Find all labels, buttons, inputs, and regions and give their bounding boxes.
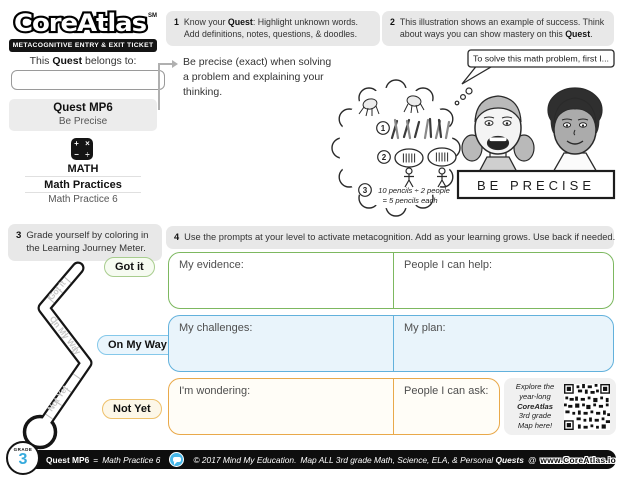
math-operations-icon [71,138,93,160]
step3-number: 3 [16,230,22,241]
evidence-label: My evidence: [179,259,244,271]
belongs-bold: Quest [52,55,83,67]
learning-journey-meter[interactable] [0,250,170,462]
quest-definition-text: Be precise (exact) when solving a problem and explaining your thinking. [183,56,332,99]
speech-bubble [462,50,614,84]
belongs-pre: This [29,55,53,67]
connector-line-vertical [158,63,160,110]
girl-character [462,96,534,174]
svg-text:Not Yet: Not Yet [45,383,70,414]
step1-instructions [166,11,380,46]
people-help-label: People I can help: [404,259,493,271]
quest-name: Be Precise [58,115,108,127]
grade-3-badge [6,441,40,475]
svg-text:Got it: Got it [45,278,68,302]
marker-1: 1 [380,124,386,133]
equation-line2: = 5 pencils each [382,196,438,205]
prompt-row-wondering [168,378,500,435]
step3-text: Grade yourself by coloring in the Learning Journey Meter. [26,230,149,255]
qr-note-line: 3rd grade [518,411,552,421]
divide-glyph: ÷ [85,149,90,159]
step4-instructions [166,226,614,249]
quest-id: Quest MP6 [53,102,113,115]
step2-number: 2 [390,17,395,27]
step4-number: 4 [174,232,180,242]
footer-equals: = [93,454,99,465]
evidence-write-area[interactable] [169,253,393,308]
marker-3: 3 [362,186,368,195]
people-ask-label: People I can ask: [404,385,489,397]
logo-text: CoreAtlas [14,9,147,37]
prompt-row-challenges [168,315,614,372]
meter-label-not-yet: Not Yet [102,399,162,419]
meter-label-on-my-way: On My Way [97,335,178,355]
marker-2: 2 [381,153,387,162]
footer-bar [28,450,616,469]
qr-code[interactable] [564,384,610,430]
people-help-write-area[interactable] [393,253,613,308]
minus-glyph: − [74,149,79,159]
subject-practice: Math Practice 6 [48,194,118,205]
qr-note-logo: CoreAtlas [517,401,553,411]
step4-text: Use the prompts at your level to activate metacognition. Add as your learning grows. Use back if needed. [184,232,616,242]
meter-inner-labels [45,278,83,413]
footer-copyright: © 2017 Mind My Education. [193,454,297,465]
coreatlas-logo [8,6,158,38]
qr-note [510,382,560,431]
wondering-label: I'm wondering: [179,385,251,397]
qr-note-line: Map here! [517,421,553,431]
boy-character [548,88,602,174]
footer-map-text: Map ALL 3rd grade Math, Science, ELA, & Personal Quests [300,454,524,465]
qr-note-line: Explore the [515,381,555,391]
divider [25,176,141,177]
owner-name-input[interactable] [11,70,165,90]
sign-text: Be Precise [476,178,596,193]
qr-note-line: year-long [519,391,551,401]
wondering-write-area[interactable] [169,379,393,434]
plan-write-area[interactable] [393,316,613,371]
logo-servicemark: SM [148,13,157,19]
badge-grade-number: 3 [18,451,28,469]
belongs-to-label [9,55,157,67]
be-precise-sign [458,171,614,198]
subject-title: MATH [67,163,99,175]
footer-at: @ [527,454,537,465]
meter-label-got-it: Got it [104,257,155,277]
talk-bubble-icon [169,452,184,467]
challenges-label: My challenges: [179,322,253,334]
belongs-post: belongs to: [82,55,137,67]
success-illustration [330,48,620,218]
banner-title: METACOGNITIVE ENTRY & EXIT TICKET [9,39,157,52]
step2-text: This illustration shows an example of success. Think about ways you can show mastery on this Quest. [399,17,605,40]
multiply-glyph: × [85,138,90,148]
badge-grade-label: GRADE [13,446,33,452]
thought-trail-bubbles [455,88,472,105]
plus-glyph: + [74,138,79,148]
svg-text:On My Way: On My Way [47,314,84,357]
footer-quest-id: Quest MP6 [46,454,90,465]
subject-strand: Math Practices [44,179,122,191]
plan-label: My plan: [404,322,446,334]
equation-line1: 10 pencils ÷ 2 people [378,186,450,195]
quest-card [9,99,157,131]
step1-text: Know your Quest: Highlight unknown words. Add definitions, notes, questions, & doodles. [183,17,358,40]
step2-instructions [382,11,614,46]
challenges-write-area[interactable] [169,316,393,371]
prompt-row-evidence [168,252,614,309]
footer-practice: Math Practice 6 [102,454,161,465]
map-qr-panel [504,378,616,435]
speech-bubble-text: To solve this math problem, first I... [473,54,609,64]
step1-number: 1 [174,17,179,27]
divider [25,192,141,193]
people-ask-write-area[interactable] [393,379,499,434]
footer-site-link[interactable]: www.CoreAtlas.io [540,454,617,465]
connector-arrow-icon [172,60,178,68]
